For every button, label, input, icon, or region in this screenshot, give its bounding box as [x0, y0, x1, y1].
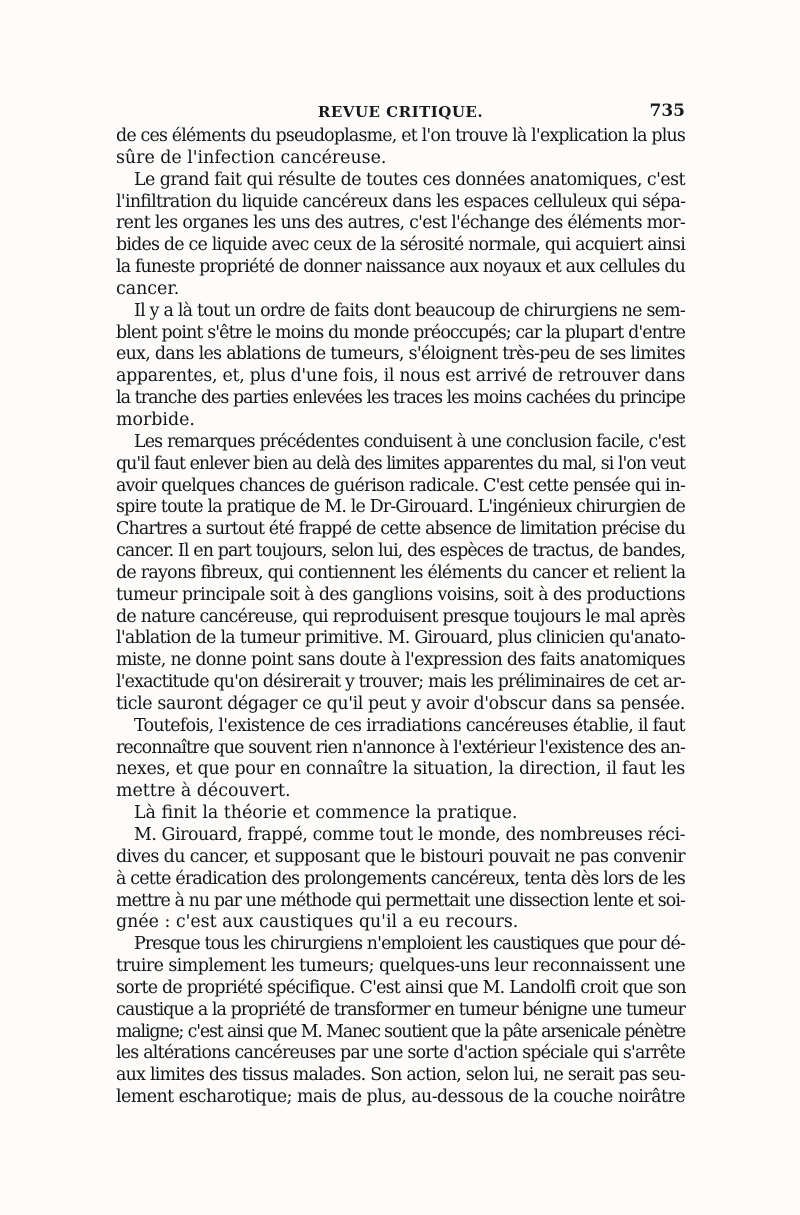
text-line: l'infiltration du liquide cancéreux dans les espaces celluleux qui sépa- — [116, 191, 686, 212]
text-line: Presque tous les chirurgiens n'emploient les caustiques que pour dé- — [134, 934, 685, 955]
text-line: eux, dans les ablations de tumeurs, s'éloignent très-peu de ses limites — [116, 344, 685, 365]
text-line: M. Girouard, frappé, comme tout le monde, des nombreuses réci- — [134, 825, 686, 845]
text-line: cancer. Il en part toujours, selon lui, des espèces de tractus, de bandes, — [116, 541, 685, 562]
running-title: REVUE CRITIQUE. — [317, 103, 484, 121]
text-line: la tranche des parties enlevées les traces les moins cachées du principe — [116, 388, 685, 409]
text-line: cancer. — [116, 278, 180, 299]
text-line: Il y a là tout un ordre de faits dont beaucoup de chirurgiens ne sem- — [134, 300, 685, 321]
text-line: rent les organes les uns des autres, c'est l'échange des éléments mor- — [116, 213, 685, 234]
text-line: nexes, et que pour en connaître la situation, la direction, il faut les — [116, 759, 685, 780]
page-number: 735 — [649, 101, 685, 121]
text-line: Les remarques précédentes conduisent à une conclusion facile, c'est — [134, 431, 686, 452]
text-line: reconnaître que souvent rien n'annonce à l'extérieur l'existence des an- — [116, 737, 685, 758]
text-line: truire simplement les tumeurs; quelques-uns leur reconnaissent une — [116, 956, 685, 977]
text-line: spire toute la pratique de M. le Dr-Girouard. L'ingénieux chirurgien de — [116, 497, 685, 518]
text-line: maligne; c'est ainsi que M. Manec soutient que la pâte arsenicale pénètre — [116, 1021, 685, 1042]
body-text — [116, 126, 685, 1109]
text-line: à cette éradication des prolongements cancéreux, tenta dès lors de les — [116, 868, 685, 889]
text-line: de nature cancéreuse, qui reproduisent presque toujours le mal après — [116, 606, 685, 627]
text-line: ticle sauront dégager ce qu'il peut y avoir d'obscur dans sa pensée. — [116, 693, 686, 714]
text-line: morbide. — [116, 409, 195, 430]
text-line: bides de ce liquide avec ceux de la sérosité normale, qui acquiert ainsi — [116, 235, 685, 256]
text-line: sûre de l'infection cancéreuse. — [116, 147, 387, 168]
text-line: Chartres a surtout été frappé de cette absence de limitation précise du — [116, 519, 686, 540]
text-line: Toutefois, l'existence de ces irradiations cancéreuses établie, il faut — [134, 715, 685, 736]
text-line: Le grand fait qui résulte de toutes ces données anatomiques, c'est — [134, 169, 685, 190]
text-line: caustique a la propriété de transformer en tumeur bénigne une tumeur — [116, 999, 685, 1020]
text-line: avoir quelques chances de guérison radicale. C'est cette pensée qui in- — [116, 475, 686, 496]
text-line: aux limites des tissus malades. Son action, selon lui, ne serait pas seu- — [116, 1065, 686, 1086]
text-line: miste, ne donne point sans doute à l'expression des faits anatomiques — [116, 650, 686, 671]
text-line: blent point s'être le moins du monde préoccupés; car la plupart d'entre — [116, 322, 686, 343]
text-line: les altérations cancéreuses par une sorte d'action spéciale qui s'arrête — [116, 1043, 685, 1064]
text-line: de rayons fibreux, qui contiennent les éléments du cancer et relient la — [116, 562, 686, 583]
text-line: gnée : c'est aux caustiques qu'il a eu recours. — [116, 912, 519, 933]
text-line: dives du cancer, et supposant que le bistouri pouvait ne pas convenir — [116, 846, 685, 867]
text-line: qu'il faut enlever bien au delà des limites apparentes du mal, si l'on veut — [116, 453, 685, 474]
text-line: l'ablation de la tumeur primitive. M. Girouard, plus clinicien qu'anato- — [116, 628, 686, 649]
text-line: apparentes, et, plus d'une fois, il nous est arrivé de retrouver dans — [116, 366, 685, 387]
text-line: de ces éléments du pseudoplasme, et l'on trouve là l'explication la plus — [116, 126, 685, 146]
running-head — [116, 101, 685, 125]
text-line: Là finit la théorie et commence la pratique. — [134, 803, 518, 824]
text-line: sorte de propriété spécifique. C'est ainsi que M. Landolfi croit que son — [116, 977, 686, 998]
text-line: lement escharotique; mais de plus, au-dessous de la couche noirâtre — [116, 1087, 686, 1108]
text-line: la funeste propriété de donner naissance aux noyaux et aux cellules du — [116, 257, 685, 278]
text-line: mettre à nu par une méthode qui permettait une dissection lente et soi- — [116, 890, 685, 911]
text-line: tumeur principale soit à des ganglions voisins, soit à des productions — [116, 584, 685, 605]
text-line: mettre à découvert. — [116, 781, 291, 802]
text-line: l'exactitude qu'on désirerait y trouver; mais les préliminaires de cet ar- — [116, 672, 685, 693]
